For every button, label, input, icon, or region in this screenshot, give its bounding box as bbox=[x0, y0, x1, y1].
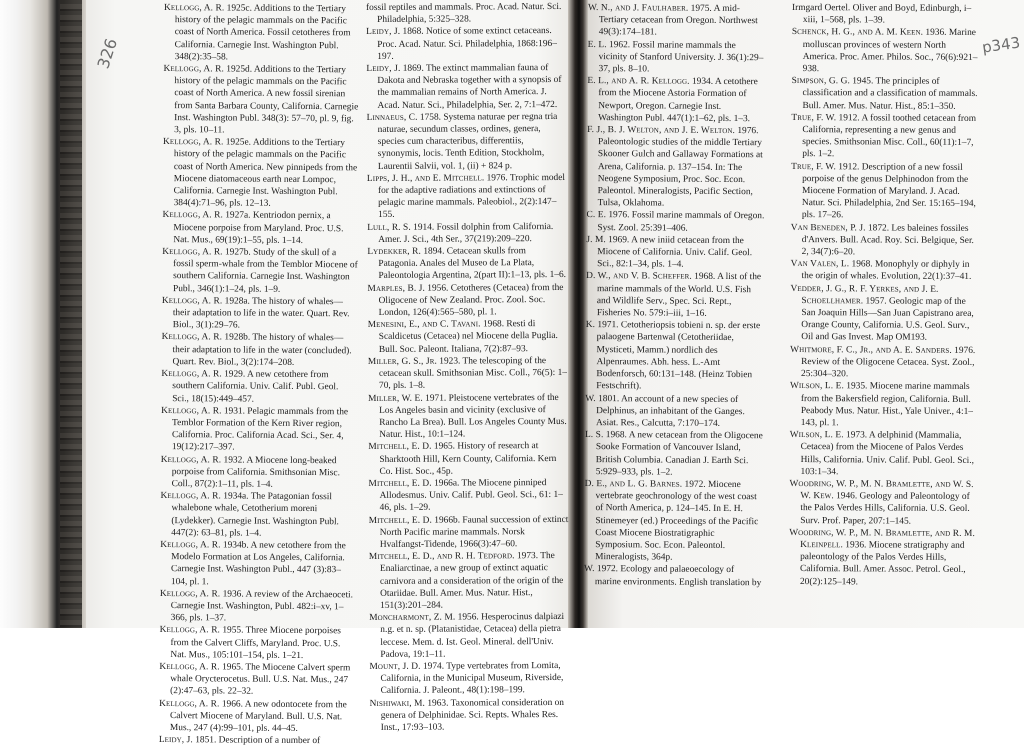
reference-entry bbox=[587, 124, 766, 211]
reference-text: 1758. Systema naturae per regna tria naturae, secundum classes, ordines, genera, species cum characteribus, differentiis, synonymis, locis. Tenth Edition, Stockholm, Laurentii Salvii, vol. 1, (ii) + 824 p. bbox=[377, 111, 558, 172]
reference-text: 1869. The extinct mammalian fauna of Dakota and Nebraska together with a synopsis of the mammalian remains of North America. J. Acad. Natur. Sci., Philadelphia, Ser. 2, 7:1–472. bbox=[377, 63, 562, 111]
reference-author: Wilson, L. E. bbox=[789, 381, 844, 392]
reference-text: 1968. Resti di Scaldicetus (Cetacea) nel Miocene della Puglia. Bull. Soc. Paleont. Italiana, 7(2):87–93. bbox=[378, 319, 558, 355]
reference-entry bbox=[367, 111, 567, 173]
reference-entry bbox=[161, 454, 357, 492]
reference-text: 1928b. The history of whales—their adaptation to life in the water (concluded). Quart. Rev. Biol., 3(2):174–208. bbox=[172, 332, 352, 368]
reference-author: Van Beneden, P. J. bbox=[790, 222, 866, 234]
reference-entry bbox=[792, 2, 982, 27]
reference-text: 1927b. Study of the skull of a fossil sperm-whale from the Temblor Miocene of southern California. Carnegie Inst. Washington Publ., 346(1):1–24, pls. 1–9. bbox=[172, 247, 358, 295]
reference-text: 1965. The Miocene Calvert sperm whale Orycterocetus. Bull. U.S. Nat. Mus., 247 (2):47–63, pls. 22–32. bbox=[170, 662, 351, 698]
reference-entry bbox=[791, 161, 981, 223]
reference-author: L. S. bbox=[584, 430, 604, 441]
reference-entry bbox=[791, 222, 981, 260]
reference-text: 1934. A cetothere from the Miocene Astoria Formation of Newport, Oregon. Carnegie Inst. Washington Publ. 447(1):1–62, pls. 1–3. bbox=[598, 76, 758, 124]
reference-author: Kellogg, A. R. bbox=[163, 2, 225, 14]
reference-entry bbox=[160, 539, 356, 589]
reference-author: Nishiwaki, M. bbox=[369, 698, 426, 709]
reference-entry bbox=[585, 392, 763, 430]
reference-entry bbox=[368, 477, 568, 515]
reference-text: 1934b. A new cetothere from the Modelo Formation at Los Angeles, California. Carnegie Inst. Washington Publ., 447 (3):83–104, pl. 1. bbox=[170, 540, 346, 587]
reference-text: 1974. Type vertebrates from Lomita, California, in the Municipal Museum, Riverside, California. J. Paleont., 48(1):198–199. bbox=[380, 660, 564, 697]
reference-text: 1801. An account of a new species of Delphinus, an inhabitant of the Ganges. Asiat. Res., Calcutta, 7:170–174. bbox=[596, 393, 745, 429]
reference-entry bbox=[164, 2, 360, 64]
reference-text: 1956. Cetotheres (Cetacea) from the Oligocene of New Zealand. Proc. Zool. Soc. London, 126(4):565–580, pl. 1. bbox=[378, 282, 564, 319]
left-page-column-1 bbox=[159, 2, 360, 748]
reference-text: 1968. A new cetacean from the Oligocene Sooke Formation of Vancouver Island, British Columbia. Canadian J. Earth Sci. 5:929–933, pls. 1–2. bbox=[595, 430, 763, 478]
reference-entry bbox=[791, 112, 981, 162]
right-page-column-4 bbox=[789, 2, 982, 589]
reference-author: Kellogg, A. R. bbox=[163, 64, 224, 75]
reference-text: 1894. Cetacean skulls from Patagonia. Anales del Museo de La Plata, Paleontologia Argentina, 2(part II):1–13, pls. 1–6. bbox=[378, 246, 567, 282]
reference-author: Vedder, J. G., R. F. Yerkes, and J. E. Schoellhamer. bbox=[790, 283, 939, 307]
reference-entry bbox=[585, 319, 764, 393]
reference-author: Kellogg, A. R. bbox=[160, 539, 221, 551]
reference-author: W. bbox=[585, 393, 596, 404]
reference-author: Kellogg, A. R. bbox=[159, 625, 221, 636]
reference-entry bbox=[159, 698, 355, 736]
reference-entry bbox=[368, 355, 568, 393]
reference-author: K. bbox=[585, 320, 596, 331]
reference-author: Kellogg, A. R. bbox=[159, 588, 221, 600]
reference-text: 1966. A new odontocete from the Calvert Miocene of Maryland. Bull. U.S. Nat. Mus., 247 (4):99–101, pls. 44–45. bbox=[169, 698, 347, 734]
reference-author: Mitchell, E. D., and R. H. Tedford. bbox=[368, 551, 515, 563]
reference-author: Whitmore, F. C., Jr., and A. E. Sanders. bbox=[790, 344, 952, 356]
reference-text: 1971. Cetotheriopsis tobieni n. sp. der erste palaogene Bartenwal (Cetotheriidae, Mysticeti, Mamm.) nordlich des Alpenraumes. Abh. hess. L.-Amt Bodenforsch, 60:131–148. (Heinz Tobien Festschrift). bbox=[596, 320, 761, 392]
reference-author: E. L., and A. R. Kellogg. bbox=[587, 76, 690, 87]
reference-text: fossil reptiles and mammals. Proc. Acad. Natur. Sci. Philadelphia, 5:325–328. bbox=[366, 1, 562, 26]
reference-text: 1931. Pelagic mammals from the Temblor Formation of the Kern River region, California. Proc. California Acad. Sci., Ser. 4, 19(12):217–397. bbox=[171, 406, 349, 453]
reference-text: 1976. Trophic model for the adaptive radiations and extinctions of pelagic marine mammals. Paleobiol., 2(2):147–155. bbox=[377, 172, 566, 221]
reference-author: Kellogg, A. R. bbox=[162, 247, 223, 258]
reference-entry bbox=[791, 258, 981, 283]
reference-text: 1923. The telescoping of the cetacean skull. Smithsonian Misc. Coll., 76(5): 1–70, pls. 1–8. bbox=[378, 355, 567, 392]
reference-author: Moncharmont, Z. M. bbox=[369, 612, 456, 624]
reference-text: 1932. A Miocene long-beaked porpoise from California. Smithsonian Misc. Coll., 87(2):1–11, pls. 1–4. bbox=[171, 454, 340, 490]
reference-text: 1912. Description of a new fossil porpoise of the genus Delphinodon from the Miocene Formation of Maryland. J. Acad. Natur. Sci. Philadelphia, 2nd Ser. 15:165–194, pls. 17–26. bbox=[801, 161, 976, 221]
reference-entry bbox=[369, 513, 569, 551]
reference-entry bbox=[162, 246, 358, 296]
reference-entry bbox=[584, 478, 763, 565]
reference-author: Linnaeus, C. bbox=[366, 112, 418, 123]
reference-text: 1936. Marine molluscan provinces of western North America. Proc. Amer. Philos. Soc., 76(6):921–938. bbox=[802, 28, 978, 75]
reference-entry bbox=[161, 405, 357, 455]
reference-author: True, F. W. bbox=[791, 161, 836, 172]
reference-entry bbox=[159, 624, 355, 662]
reference-text: 1962. Fossil marine mammals the vicinity of Stanford University. J. 36(1):29–37, pls. 8–10. bbox=[598, 39, 764, 75]
reference-entry bbox=[790, 429, 980, 479]
reference-text: 1968. A list of the marine mammals of the World. U.S. Fish and Wildlife Serv., Spec. Sci. Rept., Fisheries No. 579:i–iii, 1–16. bbox=[596, 272, 762, 319]
reference-author: Lydekker, R. bbox=[367, 246, 421, 258]
reference-entry bbox=[790, 283, 980, 345]
reference-author: Kellogg, A. R. bbox=[161, 405, 222, 417]
reference-text: 1914. Fossil dolphin from California. Amer. J. Sci., 4th Ser., 37(219):209–220. bbox=[378, 221, 554, 245]
reference-text: 1973. A delphinid (Mammalia, Cetacea) from the Miocene of Palos Verdes Hills, California. Univ. Calif. Publ. Geol. Sci., 103:1–34. bbox=[800, 430, 974, 477]
reference-author: Wilson, L. E. bbox=[789, 430, 844, 441]
reference-entry bbox=[368, 391, 568, 441]
reference-entry bbox=[368, 440, 568, 478]
reference-entry bbox=[584, 563, 762, 589]
reference-author: Miller, W. E. bbox=[368, 393, 423, 404]
reference-entry bbox=[586, 209, 764, 235]
reference-text: 1912. A fossil toothed cetacean from California, representing a new genus and species. Smithsonian Misc. Coll., 60(11):1–7, pls. 1–2. bbox=[802, 113, 977, 160]
reference-text: 1851. Description of a number of bbox=[195, 735, 321, 747]
reference-entry bbox=[792, 26, 982, 76]
reference-author: J. M. bbox=[586, 234, 606, 245]
reference-author: Mitchell, E. D. bbox=[368, 441, 432, 453]
reference-entry bbox=[160, 490, 356, 540]
reference-entry bbox=[162, 209, 358, 247]
left-page-column-2 bbox=[366, 1, 570, 734]
reference-author: Mount, J. D. bbox=[369, 661, 421, 672]
reference-author: Kellogg, A. R. bbox=[159, 698, 220, 709]
reference-author: Kellogg, A. R. bbox=[161, 332, 223, 343]
reference-author: Lull, R. S. bbox=[367, 222, 411, 233]
reference-entry bbox=[163, 63, 360, 138]
reference-entry bbox=[163, 136, 360, 211]
reference-entry bbox=[790, 380, 980, 430]
reference-text: 1966a. The Miocene pinniped Allodesmus. Univ. Calif. Publ. Geol. Sci., 61: 1–46, pls. 1–29. bbox=[379, 477, 563, 514]
reference-text: 1975. A mid-Tertiary cetacean from Oregon. Northwest 49(3):174–181. bbox=[598, 3, 758, 38]
reference-text: 1976. Paleontologic studies of the middle Tertiary Skooner Gulch and Gallaway Formations at Arena, California. p. 137–154. In: The Neogene Symposium, Proc. Soc. Econ. Paleontol. Mineralogists, Pacific Section, Tulsa, Oklahoma. bbox=[597, 126, 763, 209]
reference-text: 1934a. The Patagonian fossil whalebone whale, Cetotherium moreni (Lydekker). Carnegie Inst. Washington Publ. 447(2): 63–81, pls. 1–4. bbox=[171, 491, 339, 539]
reference-author: Kellogg, A. R. bbox=[161, 295, 223, 307]
reference-entry bbox=[366, 62, 566, 112]
reference-text: 1965. History of research at Sharktooth Hill, Kern County, California. Kern Co. Hist. Soc., 45p. bbox=[379, 441, 557, 477]
reference-author: Woodring, W. P., M. N. Bramlette, and W. S. W. Kew. bbox=[789, 478, 974, 502]
reference-entry bbox=[159, 734, 355, 748]
reference-entry bbox=[369, 611, 569, 661]
reference-author: Schenck, H. G., and A. M. Keen. bbox=[791, 27, 924, 39]
book-fore-edge bbox=[0, 0, 86, 680]
reference-entry bbox=[789, 527, 979, 589]
reference-author: Kellogg, A. R. bbox=[162, 137, 224, 148]
reference-text: 1927a. Kentriodon pernix, a Miocene porpoise from Maryland. Proc. U.S. Nat. Mus., 69(19):1–55, pls. 1–14. bbox=[173, 210, 344, 246]
reference-text: 1976. Fossil marine mammals of Oregon. Syst. Zool. 25:391–406. bbox=[597, 210, 765, 234]
reference-entry bbox=[789, 478, 979, 528]
reference-text: 1936. A review of the Archaeoceti. Carnegie Inst. Washington, Publ. 482:i–xv, 1–366, pls. 1–37. bbox=[170, 589, 354, 624]
handwritten-page-number-left: 326 bbox=[93, 36, 122, 71]
reference-entry bbox=[367, 221, 567, 246]
reference-author: W. N., and J. Faulhaber. bbox=[587, 2, 689, 14]
reference-text: 1928a. The history of whales—their adaptation to life in the water. Quart. Rev. Biol., 3(1):29–76. bbox=[172, 296, 350, 331]
reference-entry bbox=[161, 331, 357, 369]
reference-author: Simpson, G. G. bbox=[791, 76, 850, 87]
reference-author: D. W., and V. B. Scheffer. bbox=[586, 271, 692, 283]
reference-text: Irmgard Oertel. Oliver and Boyd, Edinburgh, i–xiii, 1–568, pls. 1–39. bbox=[791, 2, 972, 26]
handwritten-page-number-right: p343 bbox=[980, 33, 1022, 57]
reference-text: 1868. Notice of some extinct cetaceans. Proc. Acad. Natur. Sci. Philadelphia, 1868:196–197. bbox=[377, 26, 557, 62]
reference-text: 1971. Pleistocene vertebrates of the Los Angeles basin and vicinity (exclusive of Rancho La Brea). Bull. Los Angeles County Mus. Natur. Hist., 10:1–124. bbox=[379, 392, 567, 441]
reference-entry bbox=[587, 39, 765, 77]
reference-text: 1956. Hesperocinus dalpiazi n.g. et n. sp. (Platanistidae, Cetacea) della pietra leccese. Mem. d. Ist. Geol. Mineral. dell'Univ. Padova, 19:1–11. bbox=[380, 612, 565, 660]
reference-author: Leidy, J. bbox=[158, 735, 193, 746]
reference-author: F. J., B. J. Welton, and J. E. Welton. bbox=[587, 125, 736, 137]
reference-entry bbox=[161, 368, 357, 406]
reference-author: Woodring, W. P., M. N. Bramlette, and R. M. Kleinpell. bbox=[789, 527, 975, 551]
reference-entry bbox=[367, 282, 567, 320]
reference-author: Miller, G. S., Jr. bbox=[367, 356, 437, 367]
reference-entry bbox=[586, 234, 764, 272]
reference-text: 1935. Miocene marine mammals from the Bakersfield region, California. Bull. Peabody Mus. Natur. Hist., Yale Univer., 4:1–143, pl. 1. bbox=[800, 381, 974, 429]
reference-text: 1963. Taxonomical consideration on genera of Delphinidae. Sci. Repts. Whales Res. Inst., 17:93–103. bbox=[380, 697, 565, 733]
reference-text: 1966b. Faunal succession of extinct North Pacific marine mammals. Norsk Hvalfangst-Tidende, 1966(3):47–60. bbox=[379, 514, 569, 550]
reference-text: 1957. Geologic map of the San Joaquin Hills—San Juan Capistrano area, Orange County, California. U.S. Geol. Surv., Oil and Gas Invest. Map OM193. bbox=[801, 296, 974, 344]
reference-text: 1955. Three Miocene porpoises from the Calvert Cliffs, Maryland. Proc. U.S. Nat. Mus., 105:101–154, pls. 1–21. bbox=[170, 625, 341, 661]
reference-author: Lipps, J. H., and E. Mitchell. bbox=[366, 173, 485, 184]
reference-text: 1925e. Additions to the Tertiary history of the pelagic mammals on the Pacific coast of North America. New pinnipeds from the Miocene diatomaceous earth near Lompoc, California. Carnegie Inst. Washington Publ. 384(4):71–96, pls. 12–13. bbox=[173, 137, 358, 209]
reference-entry bbox=[367, 245, 567, 283]
reference-author: Kellogg, A. R. bbox=[162, 210, 223, 221]
reference-entry bbox=[367, 172, 567, 222]
reference-entry bbox=[585, 429, 763, 479]
reference-text: 1946. Geology and Paleontology of the Palos Verdes Hills, California. U.S. Geol. Surv. Prof. Paper, 207:1–145. bbox=[800, 491, 970, 527]
reference-text: 1925d. Additions to the Tertiary history of the pelagic mammals on the Pacific coast of North America. A new fossil sirenian from Santa Barbara County, California. Carnegie Inst. Washington Publ. 348(3): 57–70, pl. 9, fig. 3, pls. 10–11. bbox=[174, 64, 359, 136]
reference-author: D. E., and L. G. Barnes. bbox=[584, 478, 683, 490]
reference-entry bbox=[159, 661, 355, 699]
right-page-column-3 bbox=[584, 2, 766, 589]
reference-entry bbox=[160, 588, 356, 626]
reference-text: 1972. Ecology and palaeoecology of marine environments. English translation by bbox=[594, 564, 762, 588]
reference-author: E. L. bbox=[587, 39, 607, 50]
page-edge-shadow bbox=[60, 0, 82, 680]
reference-author: Kellogg, A. R. bbox=[161, 369, 222, 380]
reference-text: 1972. Miocene vertebrate geochronology of the west coast of North America, p. 124–145. In E. H. Stinemeyer (ed.) Proceedings of the Pacific Coast Miocene Biostratigraphic Symposium. Soc. Econ. Paleontol. Mineralogists, 364p. bbox=[595, 479, 759, 563]
reference-author: Van Valen, L. bbox=[790, 259, 850, 270]
reference-entry bbox=[791, 75, 981, 113]
reference-text: 1872. Les baleines fossiles d'Anvers. Bull. Acad. Roy. Sci. Belgique, Ser. 2, 34(7):6–20. bbox=[801, 223, 974, 258]
reference-entry bbox=[587, 75, 765, 125]
reference-author: Leidy, J. bbox=[366, 63, 401, 75]
reference-entry bbox=[586, 270, 764, 320]
reference-author: W. bbox=[584, 564, 595, 575]
reference-author: Marples, B. J. bbox=[367, 283, 425, 294]
reference-author: Kellogg, A. R. bbox=[159, 661, 220, 673]
reference-author: Menesini, E., and C. Tavani. bbox=[367, 319, 481, 331]
reference-text: 1925c. Additions to the Tertiary history of the pelagic mammals on the Pacific coast of North America. Fossil cetotheres from California. Carnegie Inst. Washington Publ. 348(2):35–58. bbox=[174, 3, 351, 63]
reference-author: Kellogg, A. R. bbox=[160, 454, 222, 465]
reference-text: 1973. The Enaliarctinae, a new group of extinct aquatic carnivora and a consideration of the origin of the Otariidae. Bull. Amer. Mus. Natur. Hist., 151(3):201–284. bbox=[379, 551, 564, 611]
reference-author: Mitchell, E. D. bbox=[368, 515, 432, 526]
reference-text: 1936. Miocene stratigraphy and paleontology of the Palos Verdes Hills, California. Bull. Amer. Assoc. Petrol. Geol., 20(2):125–149. bbox=[799, 540, 966, 587]
reference-entry bbox=[366, 1, 566, 26]
reference-author: Mitchell, E. D. bbox=[368, 478, 432, 489]
reference-entry bbox=[369, 660, 569, 698]
reference-entry bbox=[366, 25, 566, 63]
reference-text: 1969. A new iniid cetacean from the Miocene of California. Univ. Calif. Geol. Sci., 82:1–34, pls. 1–4. bbox=[597, 235, 753, 270]
reference-author: C. E. bbox=[586, 210, 607, 221]
reference-author: True, F. W. bbox=[791, 112, 837, 124]
reference-entry bbox=[370, 697, 570, 735]
reference-entry bbox=[162, 295, 358, 333]
reference-author: Leidy, J. bbox=[366, 27, 401, 38]
reference-text: 1945. The principles of classification and a classification of mammals. Bull. Amer. Mus. Natur. Hist., 85:1–350. bbox=[802, 76, 978, 112]
reference-text: 1929. A new cetothere from southern California. Univ. Calif. Publ. Geol. Sci., 18(15):449–457. bbox=[172, 369, 339, 405]
reference-entry bbox=[588, 2, 766, 40]
reference-entry bbox=[790, 344, 980, 382]
reference-text: 1968. Monophyly or diphyly in the origin of whales. Evolution, 22(1):37–41. bbox=[801, 259, 972, 283]
reference-entry bbox=[369, 550, 569, 612]
reference-entry bbox=[368, 318, 568, 356]
reference-text: 1976. Review of the Oligocene Cetacea. Syst. Zool., 25:304–320. bbox=[801, 345, 976, 380]
reference-author: Kellogg, A. R. bbox=[160, 491, 221, 502]
